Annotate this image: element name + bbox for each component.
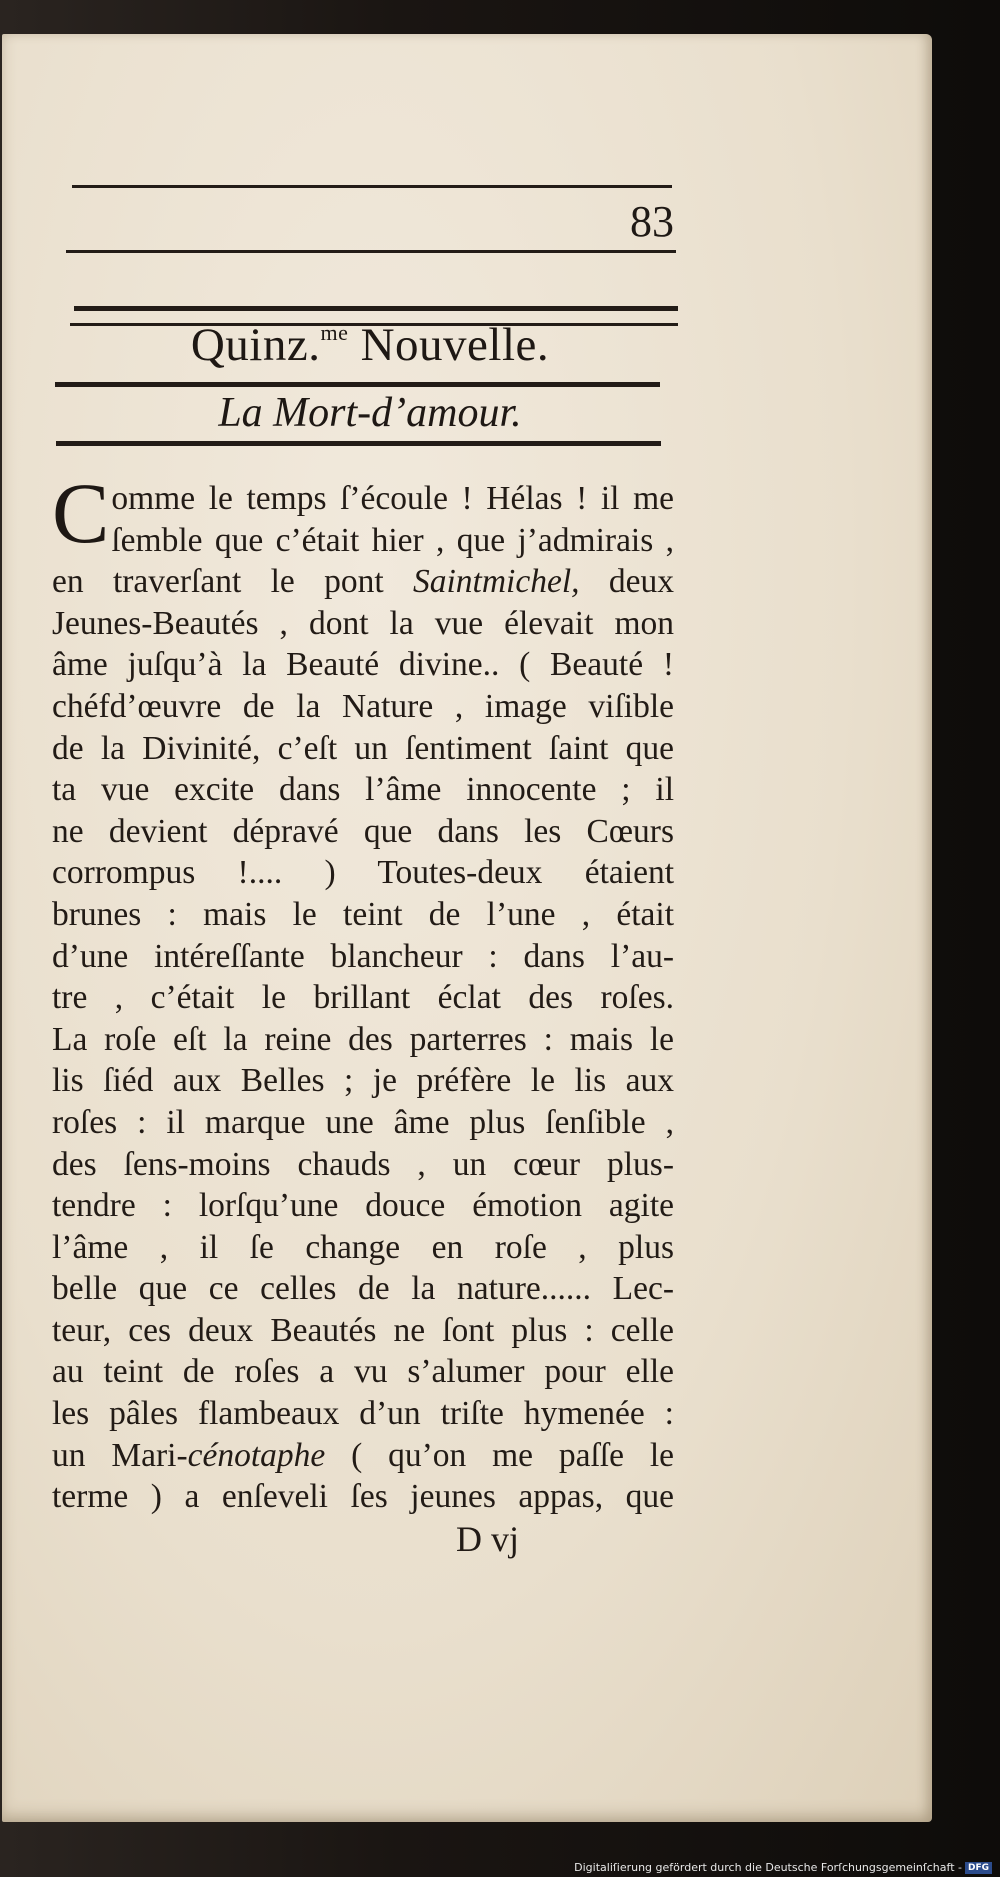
digitization-footer [574, 1861, 992, 1874]
text-line-16: roſes : il marque une âme plus ſenſible , [52, 1103, 674, 1141]
top-rule-2 [66, 250, 676, 253]
text-line-20: belle que ce celles de la nature...... Lec- [52, 1270, 674, 1308]
text-line-18: tendre : lorſqu’une douce émotion agite [52, 1187, 674, 1225]
text-line-4: Jeunes-Beautés , dont la vue élevait mon [52, 604, 674, 642]
text-line-23: les pâles flambeaux d’un triſte hymenée : [52, 1395, 674, 1433]
top-rule-3 [74, 306, 678, 311]
catchword: D vj [456, 1519, 519, 1559]
drop-cap: C [52, 465, 110, 561]
text-line-12: d’une intéreſſante blancheur : dans l’au- [52, 937, 674, 975]
text-line-10: corrompus !.... ) Toutes-deux étaient [52, 854, 674, 892]
text-line-5: âme juſqu’à la Beauté divine.. ( Beauté ! [52, 646, 674, 684]
text-line-11: brunes : mais le teint de l’une , était [52, 895, 674, 933]
top-rule-1 [72, 185, 672, 188]
italic-cenotaphe: cénotaphe [187, 1436, 326, 1474]
body-text [52, 465, 674, 1518]
text-line-22: au teint de roſes a vu s’alumer pour elle [52, 1353, 674, 1391]
heading-main: Quinz. [190, 319, 321, 371]
text-line-24-b: ( qu’on me paſſe le [325, 1436, 674, 1474]
mid-rule [55, 382, 660, 387]
chapter-subtitle: La Mort-d’amour. [218, 390, 522, 436]
page-number: 83 [630, 197, 674, 246]
text-line-25: terme ) a enſeveli ſes jeunes appas, que [52, 1478, 674, 1516]
text-line-21: teur, ces deux Beautés ne ſont plus : celle [52, 1311, 674, 1349]
text-line-3-a: en traverſant le pont [52, 563, 384, 601]
footer-text: Digitaliſierung gefördert durch die Deutsche Forſchungsgemeinſchaft - [574, 1861, 962, 1874]
text-line-3-b: deux [579, 563, 674, 601]
text-line-3 [52, 561, 674, 603]
text-line-2: ſemble que c’était hier , que j’admirais , [111, 521, 674, 559]
text-line-7: de la Divinité, c’eſt un ſentiment ſaint que [52, 729, 674, 767]
text-line-1: omme le temps ſ’écoule ! Hélas ! il me [111, 480, 674, 517]
chapter-heading [70, 318, 670, 372]
text-line-14: La roſe eſt la reine des parterres : mais le [52, 1020, 674, 1058]
text-line-24-a: un Mari- [52, 1436, 188, 1474]
italic-saintmichel: Saintmichel, [413, 563, 580, 601]
dfg-logo-icon: DFG [965, 1862, 992, 1874]
heading-tail: Nouvelle. [348, 319, 550, 371]
text-line-13: tre , c’était le brillant éclat des roſes. [52, 979, 674, 1017]
text-line-8: ta vue excite dans l’âme innocente ; il [52, 771, 674, 809]
text-line-6: chéfd’œuvre de la Nature , image viſible [52, 687, 674, 725]
bottom-rule [56, 441, 661, 446]
text-line-24 [52, 1435, 674, 1477]
text-line-15: lis ſiéd aux Belles ; je préfère le lis aux [52, 1062, 674, 1100]
text-line-19: l’âme , il ſe change en roſe , plus [52, 1228, 674, 1266]
heading-superscript: me [320, 320, 349, 345]
text-line-9: ne devient dépravé que dans les Cœurs [52, 812, 674, 850]
text-line-17: des ſens-moins chauds , un cœur plus- [52, 1145, 674, 1183]
